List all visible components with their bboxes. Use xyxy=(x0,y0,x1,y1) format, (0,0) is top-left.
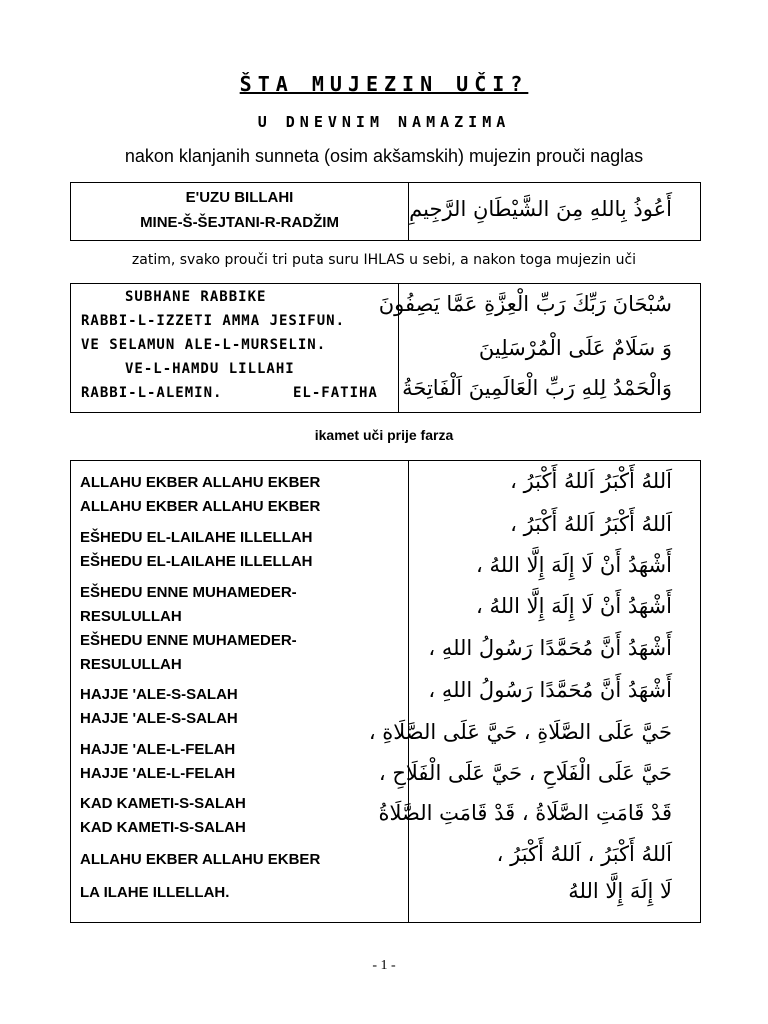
ikamet-latin-5: EŠHEDU ENNE MUHAMEDER- xyxy=(80,584,297,601)
subhane-latin-line-5: RABBI-L-ALEMIN. xyxy=(81,385,223,401)
ikamet-arabic-5: أَشْهَدُ أَنَّ مُحَمَّدًا رَسُولُ اللهِ ، xyxy=(428,636,672,660)
subhane-arabic-line-1: سُبْحَانَ رَبِّكَ رَبِّ الْعِزَّةِ عَمَّا يَصِفُونَ xyxy=(378,292,672,316)
ikamet-box xyxy=(70,460,701,923)
ikamet-latin-11: HAJJE 'ALE-L-FELAH xyxy=(80,741,236,758)
ikamet-latin-6: RESULULLAH xyxy=(80,608,182,625)
ikamet-note: ikamet uči prije farza xyxy=(314,427,454,443)
subhane-box xyxy=(70,283,701,413)
euzu-latin-line-2: MINE-Š-ŠEJTANI-R-RADŽIM xyxy=(140,214,339,231)
ikamet-arabic-11: لَا إِلَهَ إِلَّا اللهُ xyxy=(568,879,672,903)
ikamet-arabic-7: حَيَّ عَلَى الصَّلَاةِ ، حَيَّ عَلَى الصَّلَاةِ ، xyxy=(368,720,672,744)
ikamet-latin-8: RESULULLAH xyxy=(80,656,182,673)
euzu-latin-line-1: E'UZU BILLAHI xyxy=(185,189,294,206)
subhane-arabic-line-2: وَ سَلَامٌ عَلَى الْمُرْسَلِينَ xyxy=(478,336,672,360)
ikamet-arabic-4: أَشْهَدُ أَنْ لَا إِلَهَ إِلَّا اللهُ ، xyxy=(476,594,672,618)
subhane-arabic-line-3: وَالْحَمْدُ لِلهِ رَبِّ الْعَالَمِينَ اَلْفَاتِحَةُ xyxy=(402,376,672,400)
ikamet-latin-14: KAD KAMETI-S-SALAH xyxy=(80,819,246,836)
ikamet-latin-12: HAJJE 'ALE-L-FELAH xyxy=(80,765,236,782)
ihlas-note: zatim, svako prouči tri puta suru IHLAS u sebi, a nakon toga mujezin uči xyxy=(131,252,637,268)
intro-text: nakon klanjanih sunneta (osim akšamskih) mujezin prouči naglas xyxy=(124,146,644,166)
subhane-latin-line-2: RABBI-L-IZZETI AMMA JESIFUN. xyxy=(81,313,346,329)
ikamet-latin-9: HAJJE 'ALE-S-SALAH xyxy=(80,686,238,703)
subhane-latin-line-1: SUBHANE RABBIKE xyxy=(125,289,267,305)
ikamet-arabic-3: أَشْهَدُ أَنْ لَا إِلَهَ إِلَّا اللهُ ، xyxy=(476,553,672,577)
euzu-box xyxy=(70,182,701,241)
ikamet-arabic-1: اَللهُ أَكْبَرُ اَللهُ أَكْبَرُ ، xyxy=(510,469,672,493)
ikamet-latin-4: EŠHEDU EL-LAILAHE ILLELLAH xyxy=(80,553,313,570)
subhane-latin-line-3: VE SELAMUN ALE-L-MURSELIN. xyxy=(81,337,327,353)
ikamet-latin-16: LA ILAHE ILLELLAH. xyxy=(80,884,230,901)
ikamet-latin-2: ALLAHU EKBER ALLAHU EKBER xyxy=(80,498,321,515)
ikamet-arabic-6: أَشْهَدُ أَنَّ مُحَمَّدًا رَسُولُ اللهِ ، xyxy=(428,678,672,702)
ikamet-latin-13: KAD KAMETI-S-SALAH xyxy=(80,795,246,812)
ikamet-latin-10: HAJJE 'ALE-S-SALAH xyxy=(80,710,238,727)
ikamet-arabic-9: قَدْ قَامَتِ الصَّلَاةُ ، قَدْ قَامَتِ الصَّلَاةُ xyxy=(378,801,672,825)
ikamet-arabic-8: حَيَّ عَلَى الْفَلَاحِ ، حَيَّ عَلَى الْفَلَاحِ ، xyxy=(378,761,672,785)
euzu-arabic: أَعُوذُ بِاللهِ مِنَ الشَّيْطَانِ الرَّجِيمِ xyxy=(409,197,672,221)
fatiha-label: EL-FATIHA xyxy=(293,385,378,401)
ikamet-arabic-2: اَللهُ أَكْبَرُ اَللهُ أَكْبَرُ ، xyxy=(510,512,672,536)
ikamet-arabic-10: اَللهُ أَكْبَرُ ، اَللهُ أَكْبَرُ ، xyxy=(496,842,672,866)
page-title: ŠTA MUJEZIN UČI? xyxy=(239,72,529,96)
page-subtitle: U DNEVNIM NAMAZIMA xyxy=(257,113,511,131)
ikamet-latin-15: ALLAHU EKBER ALLAHU EKBER xyxy=(80,851,321,868)
subhane-latin-line-4: VE-L-HAMDU LILLAHI xyxy=(125,361,295,377)
ikamet-latin-1: ALLAHU EKBER ALLAHU EKBER xyxy=(80,474,321,491)
ikamet-latin-3: EŠHEDU EL-LAILAHE ILLELLAH xyxy=(80,529,313,546)
ikamet-latin-7: EŠHEDU ENNE MUHAMEDER- xyxy=(80,632,297,649)
page-number: - 1 - xyxy=(372,958,396,973)
